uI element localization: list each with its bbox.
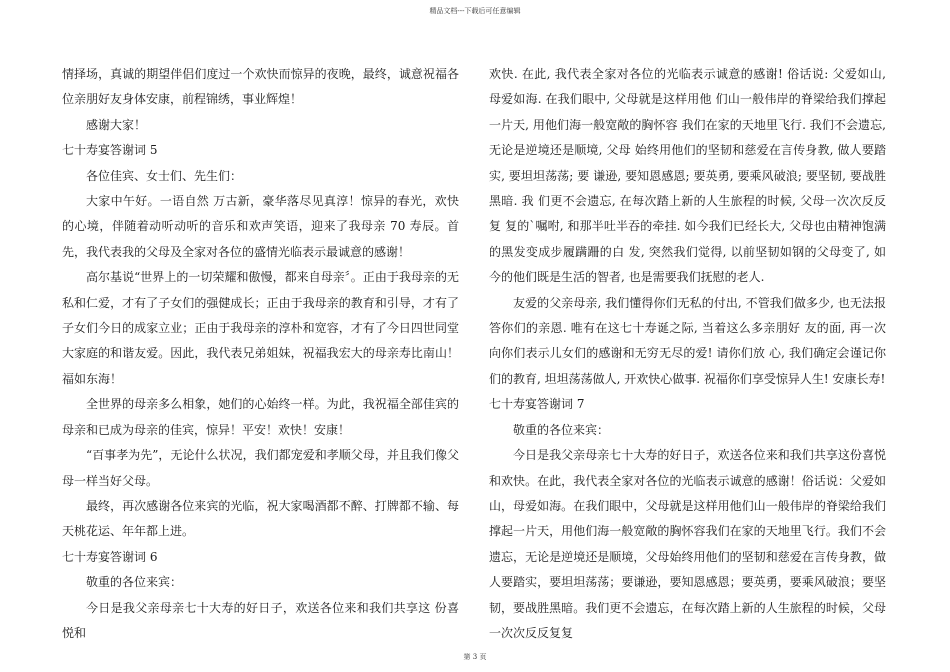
left-column <box>62 62 459 646</box>
section-heading: 七十寿宴答谢词 5 <box>62 143 158 158</box>
salutation: 敬重的各位来宾： <box>513 422 610 437</box>
paragraph: 大家中午好。一语自然 万古新，豪华落尽见真淳！惊异的春光，欢快的心境，伴随着动听动听的音乐和欢声笑语，迎来了我母亲 70 寿辰。首先，我代表我的父母及全家对各位的盛情光临表示最诚意的感谢！ <box>62 194 459 259</box>
paragraph: 全世界的母亲多么相象，她们的心始终一样。为此，我祝福全部佳宾的母亲和已成为母亲的佳宾，惊异！平安！欢快！安康！ <box>62 397 459 437</box>
page-number: 第 3 页 <box>463 653 487 661</box>
paragraph: “百事孝为先”，无论什么状况，我们都宠爱和孝顺父母，并且我们像父母一样当好父母。 <box>62 448 459 488</box>
paragraph: 友爱的父亲母亲, 我们懂得你们无私的付出, 不管我们做多少, 也无法报答你们的亲恩. 唯有在这七十寿诞之际, 当着这么多亲朋好 友的面, 再一次向你们表示儿女们的感谢和无穷无尽的爱! 请你们放 心, 我们确定会谨记你们的教育, 坦坦荡荡做人, 开欢快心做事. 祝福你们享受惊异人生! 安康长寿! <box>489 295 886 386</box>
paragraph: 高尔基说“世界上的一切荣耀和傲慢，都来自母亲〞。正由于我母亲的无私和仁爱，才有了子女们的强健成长；正由于我母亲的教育和引导，才有了子女们今日的成家立业；正由于我母亲的淳朴和宽容，才有了今日四世同堂大家庭的和谐友爱。因此，我代表兄弟姐妹，祝福我宏大的母亲寿比南山！福如东海！ <box>62 270 459 386</box>
section-heading: 七十寿宴答谢词 7 <box>489 397 585 412</box>
paragraph: 感谢大家！ <box>86 117 147 132</box>
paragraph: 情择场，真诚的期望伴侣们度过一个欢快而惊异的夜晚，最终，诚意祝福各位亲朋好友身体安康，前程锦绣，事业辉煌！ <box>62 67 459 107</box>
page-header: 精品文档---下载后可任意编辑 <box>429 7 521 15</box>
paragraph: 最终，再次感谢各位来宾的光临，祝大家喝酒都不醉、打牌都不输、每天桃花运、年年都上进。 <box>62 498 459 539</box>
paragraph: 今日是我父亲母亲七十大寿的好日子，欢送各位来和我们共享这 份喜悦和 <box>62 600 459 640</box>
section-heading: 七十寿宴答谢词 6 <box>62 549 158 564</box>
paragraph: 欢快. 在此, 我代表全家对各位的光临表示诚意的感谢! 俗话说: 父爱如山, 母爱如海. 在我们眼中, 父母就是这样用他 们山一般伟岸的脊梁给我们撑起一片天, 用他们海一般宽敞的胸怀容 我们在家的天地里飞行. 我们不会遗忘, 无论是逆境还是顺境, 父母 始终用他们的坚韧和慈爱在言传身教, 做人要踏实, 要坦坦荡荡; 要 谦逊, 要知恩感恩; 要英勇, 要乘风破浪; 要坚韧, 要战胜黑暗. 我 们更不会遗忘, 在每次踏上新的人生旅程的时候, 父母一次次反反复 复的`嘱咐, 和那半吐半吞的牵挂. 如今我们已经长大, 父母也由精神饱满的黑发变成步履蹒跚的白 发, 突然我们觉得, 以前坚韧如钢的父母变了, 如今的他们既是生活的智者, 也是需要我们抚慰的老人. <box>489 67 886 285</box>
salutation: 敬重的各位来宾： <box>86 575 183 590</box>
paragraph: 今日是我父亲母亲七十大寿的好日子，欢送各位来和我们共享这份喜悦和欢快。在此，我代表全家对各位的光临表示诚意的感谢！俗话说：父爱如山，母爱如海。在我们眼中，父母就是这样用他们山一般伟岸的脊梁给我们撑起一片天，用他们海一般宽敞的胸怀容我们在家的天地里飞行。我们不会遗忘，无论是逆境还是顺境，父母始终用他们的坚韧和慈爱在言传身教，做人要踏实，要坦坦荡荡；要谦逊，要知恩感恩；要英勇，要乘风破浪；要坚韧，要战胜黑暗。我们更不会遗忘，在每次踏上新的人生旅程的时候，父母一次次反反复复 <box>489 448 886 640</box>
salutation: 各位佳宾、女士们、先生们： <box>86 168 243 183</box>
right-column <box>489 62 886 646</box>
